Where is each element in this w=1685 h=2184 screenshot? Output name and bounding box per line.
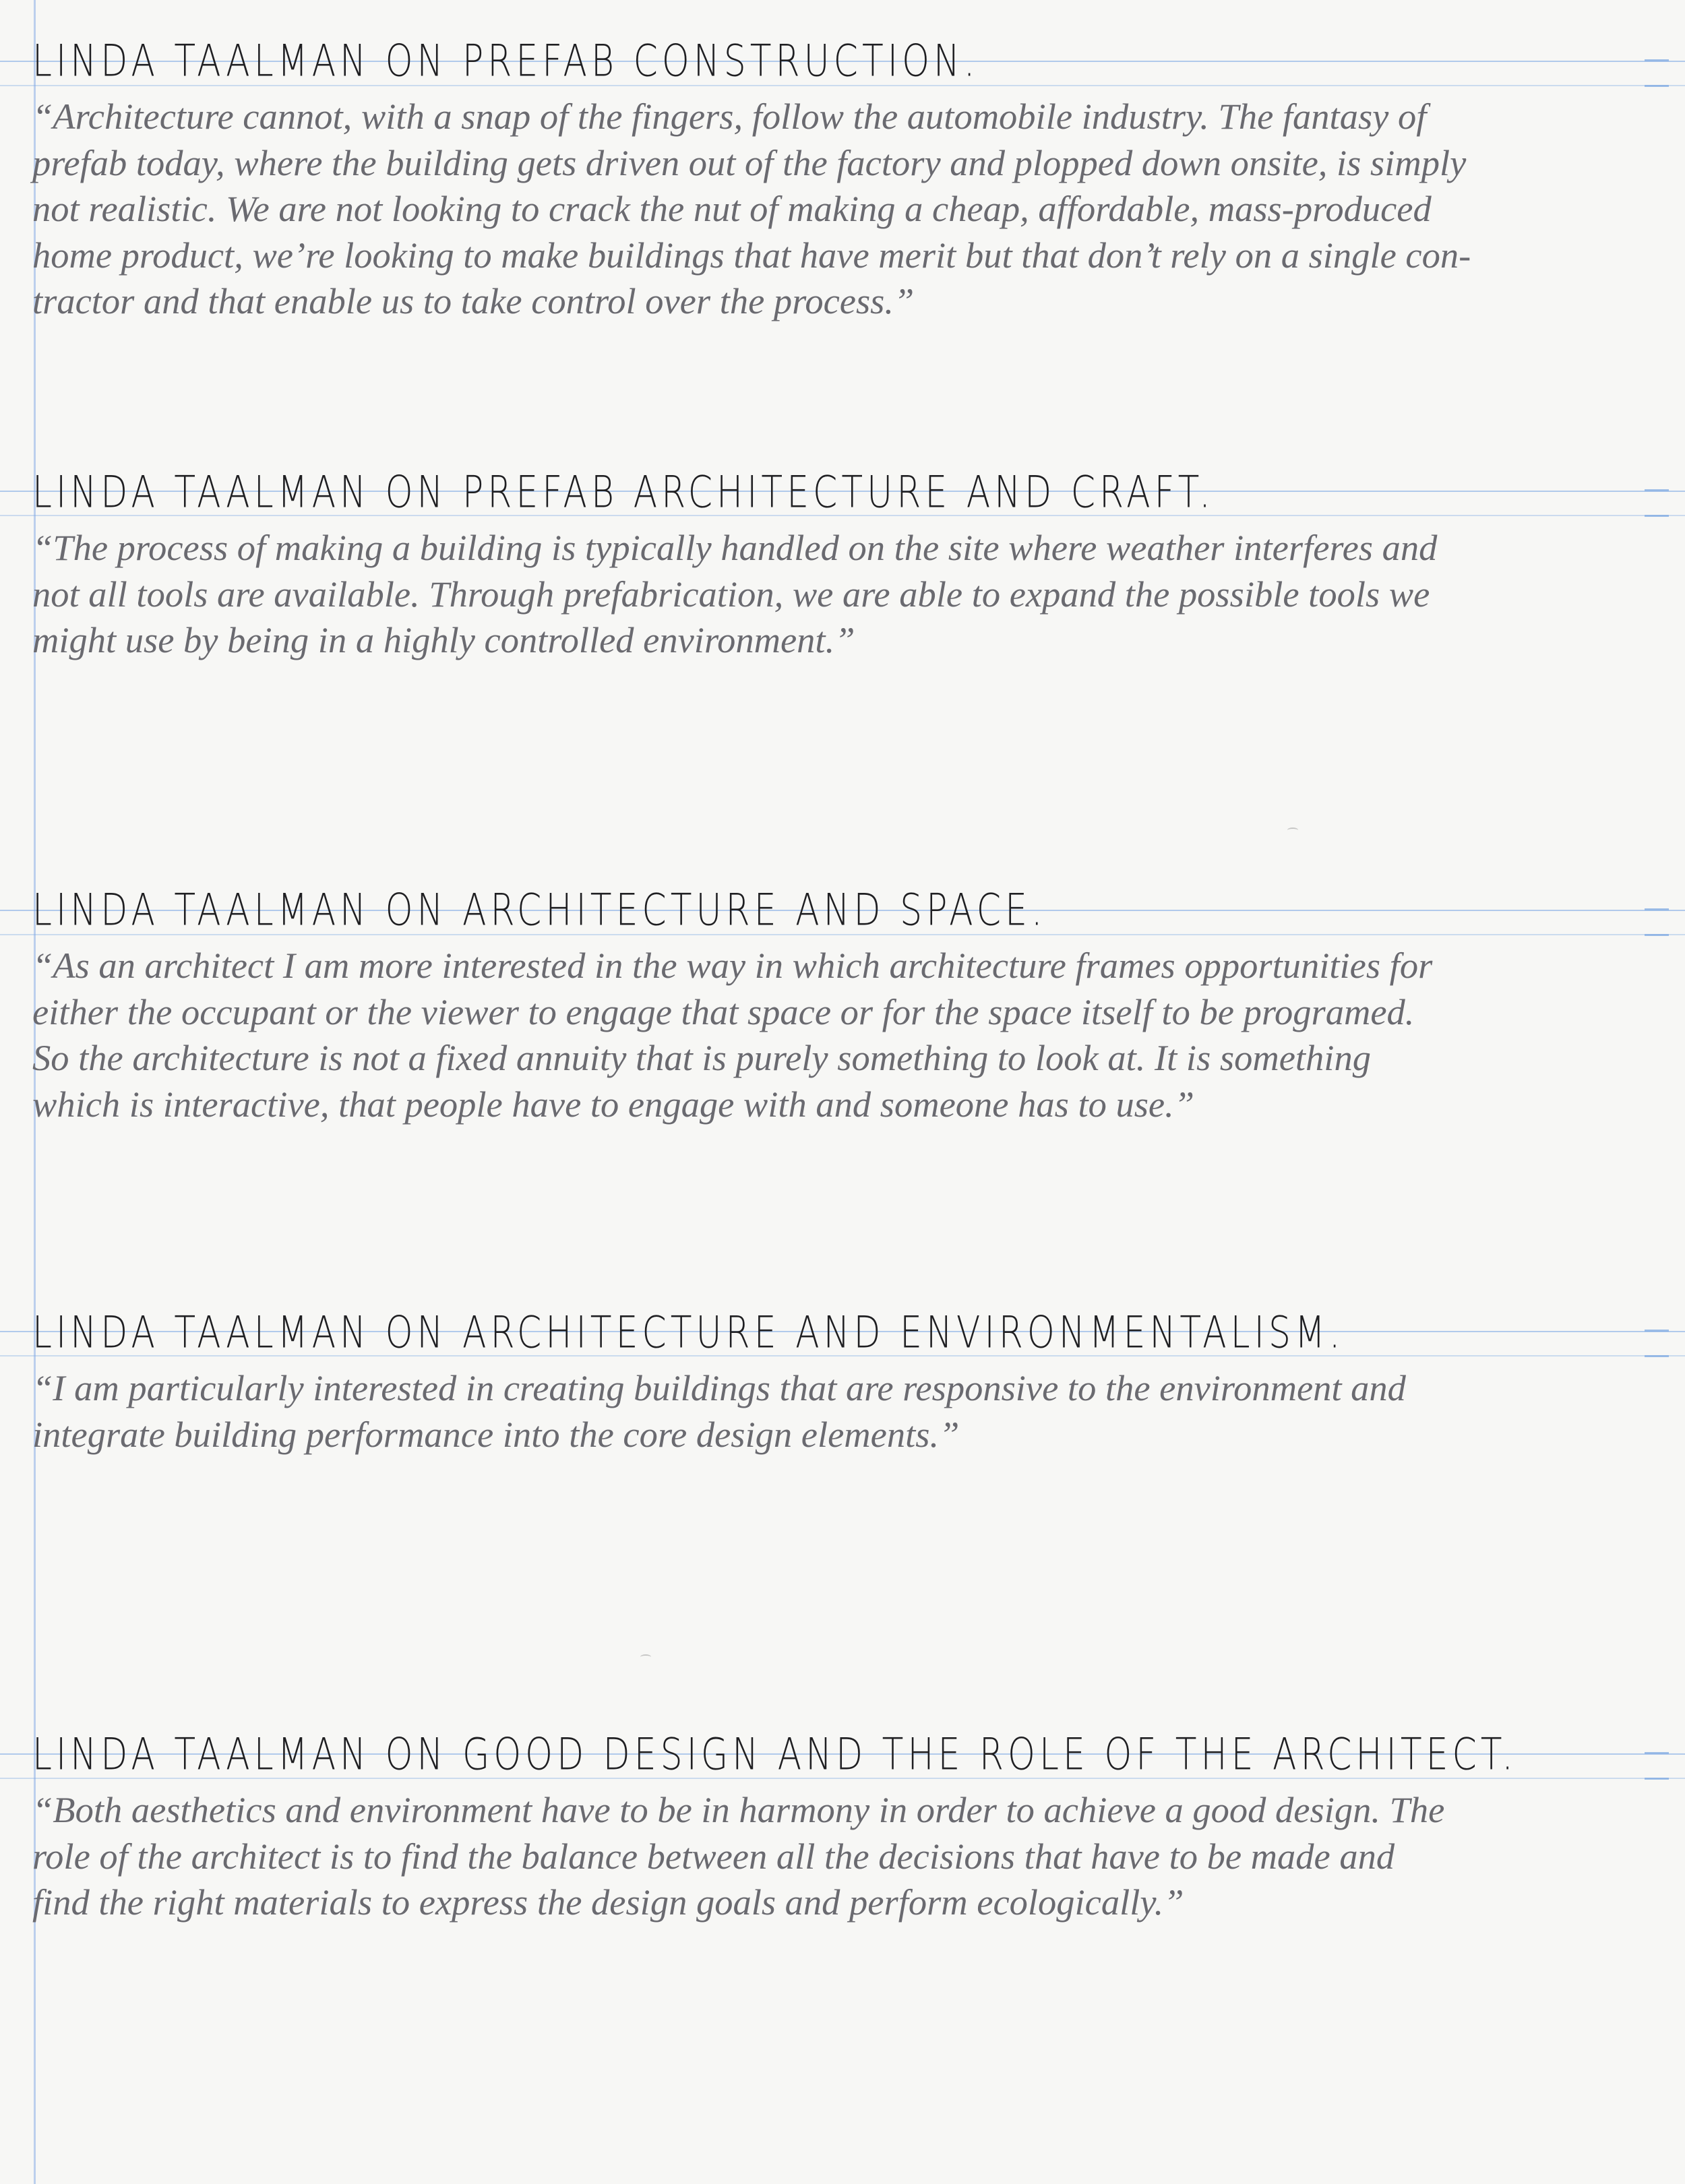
- ruled-line-tick: [1645, 59, 1669, 61]
- quote-section-prefab-construction: [32, 36, 1569, 325]
- ruled-line-tick: [1645, 85, 1669, 87]
- quote-text: “The process of making a building is typically handled on the site where weather interferes and not all tools are available. Through prefabrication, we are able to expand the possible tools we might use by being in a highly controlled environment.”: [32, 527, 1438, 660]
- ruled-line-tick: [1645, 908, 1669, 910]
- paper-speck: [1287, 828, 1298, 833]
- ruled-line-tick: [1645, 515, 1669, 517]
- ruled-line-tick: [1645, 489, 1669, 491]
- quote-text: “Both aesthetics and environment have to be in harmony in order to achieve a good design. The role of the architect is to find the balance between all the decisions that have to be made and find the right materials to express the design goals and perform ecologically.”: [32, 1789, 1445, 1923]
- quote-text: “As an architect I am more interested in the way in which architecture frames opportunities for either the occupant or the viewer to engage that space or for the space itself to be programed. So the architecture is not a fixed annuity that is purely something to look at. It is something which is interactive, that people have to engage with and someone has to use.”: [32, 945, 1433, 1125]
- ruled-line-tick: [1645, 934, 1669, 936]
- quote-text: “Architecture cannot, with a snap of the fingers, follow the automobile industry. The fantasy of prefab today, where the building gets driven out of the factory and plopped down onsite, is simply not realistic. We are not looking to crack the nut of making a cheap, affordable, mass-produced home product, we’re looking to make buildings that have merit but that don’t rely on a single con- tractor and that enable us to take control over the process.”: [32, 96, 1471, 321]
- section-heading: LINDA TAALMAN ON PREFAB CONSTRUCTION.: [32, 36, 979, 87]
- quote-section-architecture-space: [32, 885, 1569, 1127]
- ruled-line-tick: [1645, 1778, 1669, 1780]
- section-heading: LINDA TAALMAN ON ARCHITECTURE AND SPACE.: [32, 885, 1047, 936]
- quote-section-good-design-role: [32, 1729, 1569, 1926]
- ruled-line-tick: [1645, 1355, 1669, 1357]
- section-heading: LINDA TAALMAN ON GOOD DESIGN AND THE ROLE OF THE ARCHITECT.: [32, 1729, 1517, 1780]
- paper-speck: [640, 1654, 651, 1660]
- section-heading: LINDA TAALMAN ON PREFAB ARCHITECTURE AND CRAFT.: [32, 467, 1215, 518]
- quote-text: “I am particularly interested in creating buildings that are responsive to the environment and integrate building performance into the core design elements.”: [32, 1367, 1406, 1455]
- quote-section-prefab-architecture-craft: [32, 467, 1569, 664]
- quote-section-architecture-environmentalism: [32, 1307, 1569, 1458]
- ruled-line-tick: [1645, 1752, 1669, 1754]
- section-heading: LINDA TAALMAN ON ARCHITECTURE AND ENVIRONMENTALISM.: [32, 1307, 1345, 1359]
- ruled-line-tick: [1645, 1330, 1669, 1332]
